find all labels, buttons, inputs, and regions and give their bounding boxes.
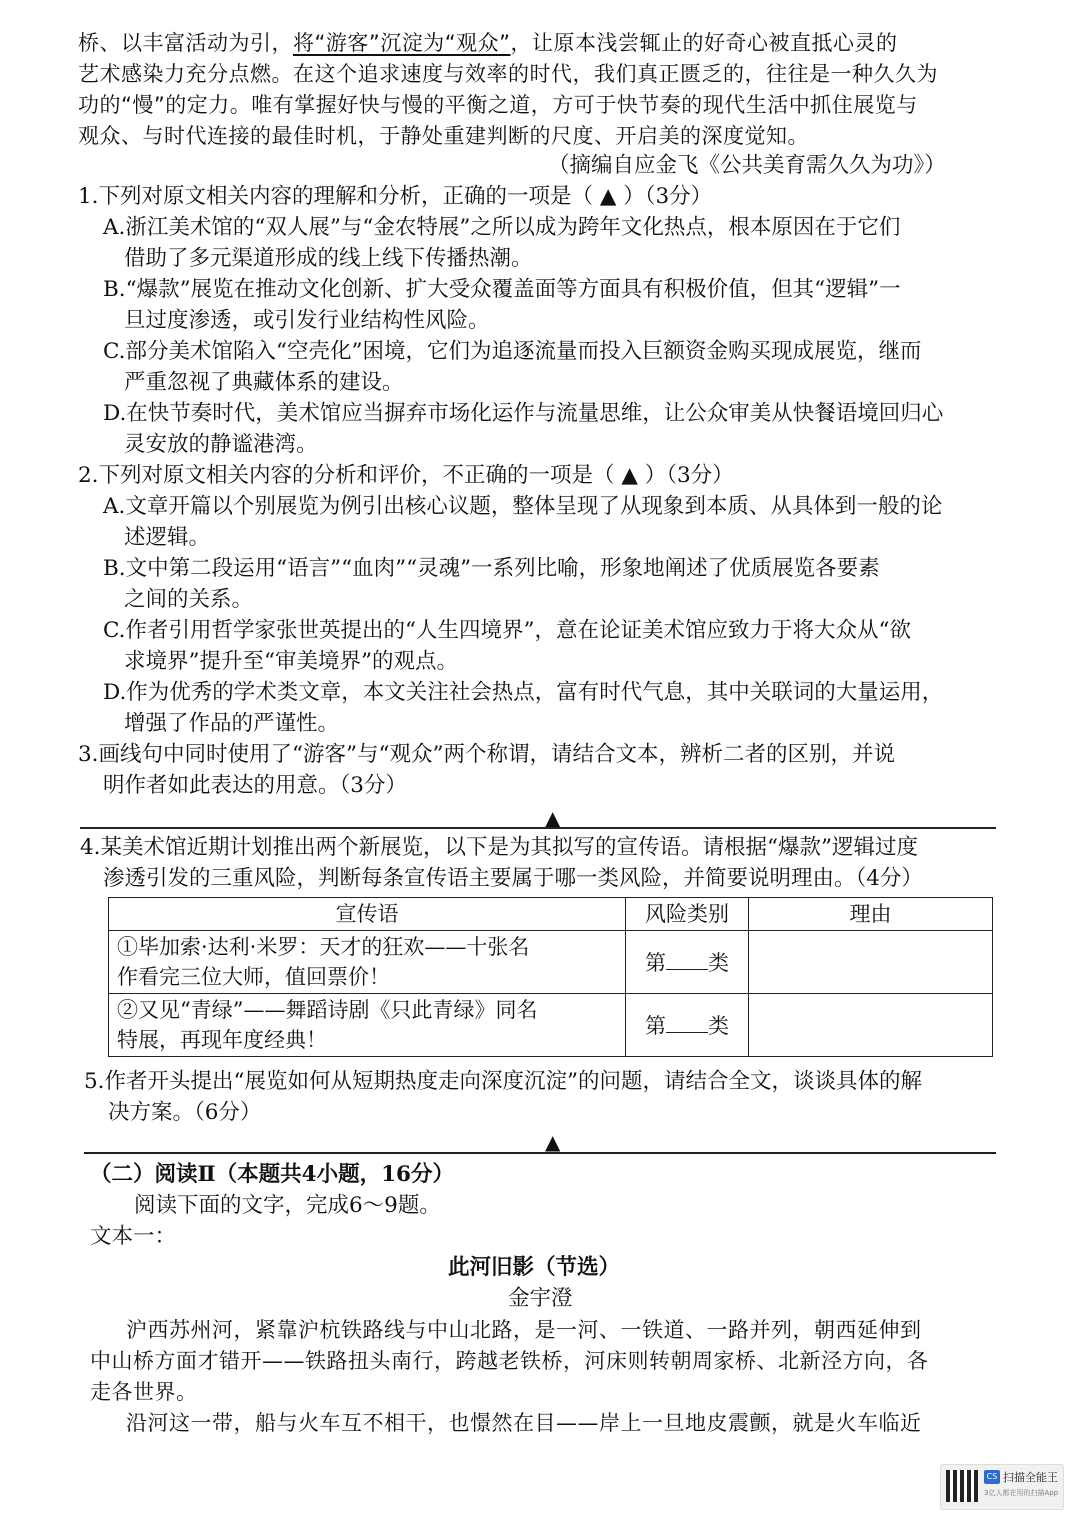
qr-code-icon [946,1470,978,1502]
q2-option-c: C.作者引用哲学家张世英提出的“人生四境界”，意在论证美术馆应致力于将大众从“欲 [103,618,911,643]
header-slogan: 宣传语 [109,898,626,931]
q2-option-d: D.作为优秀的学术类文章，本文关注社会热点，富有时代气息，其中关联词的大量运用， [103,680,944,705]
watermark-app-name: 扫描全能王 [1003,1471,1058,1484]
passage-line: 功的“慢”的定力。唯有掌握好快与慢的平衡之道，方可于快节奏的现代生活中抓住展览与 [78,93,918,117]
header-risk-category: 风险类别 [626,898,749,931]
underlined-sentence: 将“游客”沉淀为“观众” [293,31,511,55]
article-line: 走各世界。 [90,1380,198,1404]
category-blank[interactable] [666,947,708,970]
passage-text: ，让原本浅尝辄止的好奇心被直抵心灵的 [510,31,898,55]
slogan-table [108,897,993,1057]
article-line: 沿河这一带，船与火车互不相干，也憬然在目——岸上一旦地皮震颤，就是火车临近 [126,1411,922,1435]
header-reason: 理由 [749,898,993,931]
q1-option-a: A.浙江美术馆的“双人展”与“金农特展”之所以成为跨年文化热点，根本原因在于它们 [103,215,901,240]
answer-line [80,827,996,829]
q2-option-c-cont: 求境界”提升至“审美境界”的观点。 [124,649,458,674]
slogan-line: 作看完三位大师，值回票价！ [117,965,390,989]
article-title: 此河旧影（节选） [448,1255,621,1280]
q1-option-c-cont: 严重忽视了典藏体系的建设。 [124,370,404,395]
q1-option-a-cont: 借助了多元渠道形成的线上线下传播热潮。 [124,246,533,271]
slogan-line: ②又见“青绿”——舞蹈诗剧《只此青绿》同名 [117,998,538,1022]
slogan-line: 特展，再现年度经典！ [117,1028,327,1052]
category-prefix: 第 [645,1013,666,1038]
question-3-cont: 明作者如此表达的用意。（3分） [103,773,407,798]
category-suffix: 类 [708,950,729,975]
reason-cell[interactable] [749,994,993,1057]
passage-line: 观众、与时代连接的最佳时机，于静处重建判断的尺度、开启美的深度觉知。 [78,124,809,148]
table-header-row [109,898,993,931]
passage-line: 艺术感染力充分点燃。在这个追求速度与效率的时代，我们真正匮乏的，往往是一种久久为 [78,62,938,86]
slogan-cell [109,931,626,994]
camscanner-logo-icon: CS [984,1470,1000,1484]
q2-option-a: A.文章开篇以个别展览为例引出核心议题，整体呈现了从现象到本质、从具体到一般的论 [103,494,943,519]
answer-triangle-icon: ▲ [545,806,561,830]
category-suffix: 类 [708,1013,729,1038]
risk-category-cell [626,994,749,1057]
q2-option-b: B.文中第二段运用“语言”“血肉”“灵魂”一系列比喻，形象地阐述了优质展览各要素 [103,556,880,581]
q1-option-c: C.部分美术馆陷入“空壳化”困境，它们为追逐流量而投入巨额资金购买现成展览，继而 [103,339,922,364]
table-row [109,931,993,994]
slogan-line: ①毕加索·达利·米罗：天才的狂欢——十张名 [117,935,530,959]
q1-option-d: D.在快节奏时代，美术馆应当摒弃市场化运作与流量思维，让公众审美从快餐语境回归心 [103,401,944,426]
text-label: 文本一： [90,1224,177,1249]
passage-text: 桥、以丰富活动为引， [78,31,293,55]
question-1-stem: 1.下列对原文相关内容的理解和分析，正确的一项是（ ▲ ）（3分） [78,184,713,209]
passage-source: （摘编自应金飞《公共美育需久久为功》） [548,153,946,178]
question-3: 3.画线句中同时使用了“游客”与“观众”两个称谓，请结合文本，辨析二者的区别，并说 [78,742,895,767]
slogan-cell [109,994,626,1057]
article-author: 金宇澄 [508,1286,573,1311]
q1-option-d-cont: 灵安放的静谧港湾。 [124,432,318,457]
section-heading: （二）阅读Ⅱ（本题共4小题，16分） [90,1162,455,1187]
q2-option-d-cont: 增强了作品的严谨性。 [124,711,340,736]
category-prefix: 第 [645,950,666,975]
table-row [109,994,993,1057]
q1-option-b: B.“爆款”展览在推动文化创新、扩大受众覆盖面等方面具有积极价值，但其“逻辑”一 [103,277,901,302]
reason-cell[interactable] [749,931,993,994]
risk-category-cell [626,931,749,994]
question-2-stem: 2.下列对原文相关内容的分析和评价，不正确的一项是（ ▲ ）（3分） [78,463,734,488]
question-4: 4.某美术馆近期计划推出两个新展览，以下是为其拟写的宣传语。请根据“爆款”逻辑过度 [80,835,919,860]
category-blank[interactable] [666,1010,708,1033]
question-5: 5.作者开头提出“展览如何从短期热度走向深度沉淀”的问题，请结合全文，谈谈具体的解 [84,1069,922,1094]
q1-option-b-cont: 旦过度渗透，或引发行业结构性风险。 [124,308,490,333]
question-5-cont: 决方案。（6分） [108,1100,262,1125]
answer-triangle-icon: ▲ [545,1130,561,1154]
q2-option-b-cont: 之间的关系。 [124,587,254,612]
article-line: 沪西苏州河，紧靠沪杭铁路线与中山北路，是一河、一铁道、一路并列，朝西延伸到 [126,1318,922,1342]
article-line: 中山桥方面才错开——铁路扭头南行，跨越老铁桥，河床则转朝周家桥、北新泾方向，各 [90,1349,929,1373]
section-instruction: 阅读下面的文字，完成6～9题。 [134,1193,441,1218]
passage-line [78,28,898,58]
question-4-cont: 渗透引发的三重风险，判断每条宣传语主要属于哪一类风险，并简要说明理由。（4分） [103,866,923,891]
watermark-subtitle: 3亿人都在用的扫描App [984,1489,1059,1497]
q2-option-a-cont: 述逻辑。 [124,525,211,550]
answer-line [84,1152,996,1154]
